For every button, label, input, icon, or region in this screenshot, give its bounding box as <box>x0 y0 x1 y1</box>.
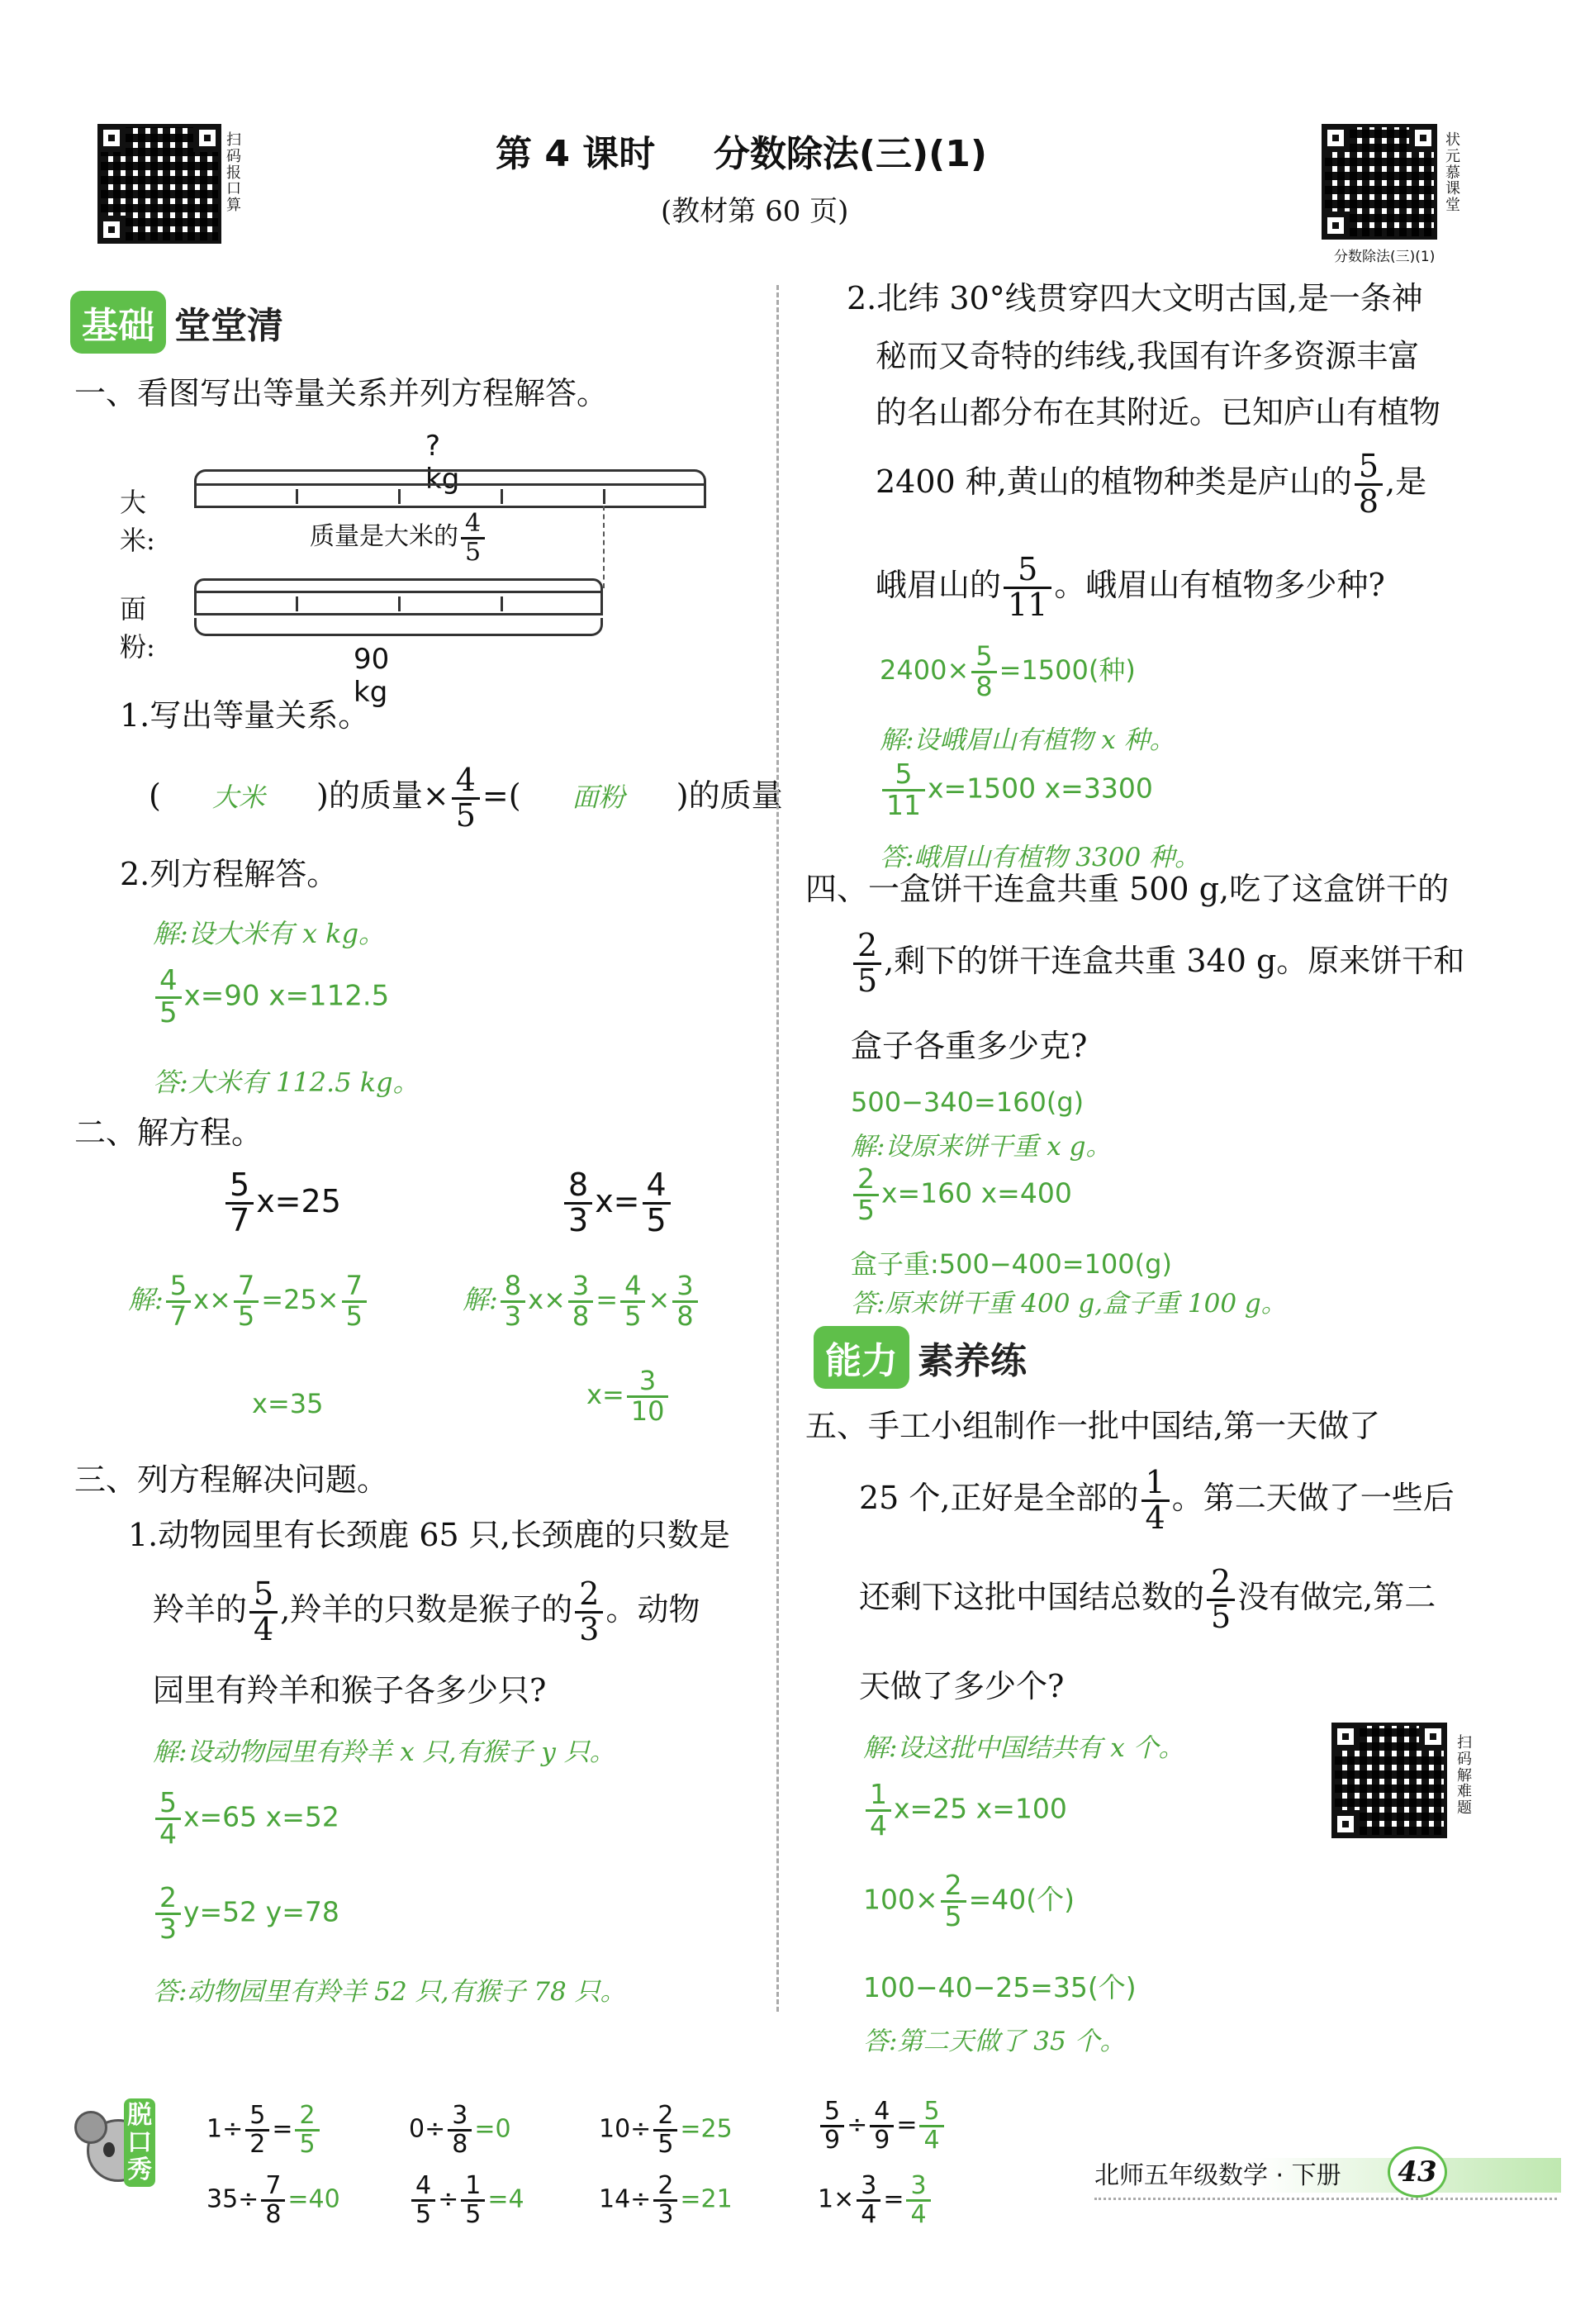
question-3-2-line5: 峨眉山的 $\frac{5}{11}$ 。峨眉山有植物多少种? <box>876 551 1385 623</box>
answer-q3-2-line1: 2400× $\frac{5}{8}$ =1500(种) <box>880 640 1136 702</box>
question-3-2-line3: 的名山都分布在其附近。已知庐山有植物 <box>876 394 1441 430</box>
rice-bar <box>194 483 706 508</box>
qr-code-left[interactable] <box>97 124 221 244</box>
lesson-subtitle: (教材第 60 页) <box>661 195 849 228</box>
answer-q3-1-line3: $\frac{2}{3}$ y=52 y=78 <box>153 1884 339 1943</box>
flour-label: 面粉: <box>120 593 155 663</box>
answer-q3-2-line4: 答:峨眉山有植物 3300 种。 <box>880 843 1201 872</box>
answer-q5-line3: 100× $\frac{2}{5}$ =40(个) <box>863 1869 1075 1932</box>
equation-2: $\frac{8}{3}$ x= $\frac{4}{5}$ <box>562 1169 673 1238</box>
qr-left-caption: 扫码报口算 <box>226 131 241 215</box>
qr-right-subcaption: 分数除法(三)(1) <box>1334 249 1436 265</box>
diagram-top-label: ? kg <box>425 430 460 496</box>
section-ability-title: 素养练 <box>918 1340 1027 1382</box>
answer-q1-line2: $\frac{4}{5}$ x=90 x=112.5 <box>153 967 389 1028</box>
footer-dotted-line <box>1094 2198 1557 2200</box>
question-4-line2: $\frac{2}{5}$ ,剩下的饼干连盒共重 340 g。原来饼干和 <box>851 929 1464 998</box>
question-5-line4: 天做了多少个? <box>859 1668 1065 1704</box>
oral-item-5: 10÷ $\frac{2}{5}$ =25 <box>599 2101 733 2159</box>
answer-q4-line5: 答:原来饼干重 400 g,盒子重 100 g。 <box>851 1289 1287 1319</box>
question-5-line2: 25 个,正好是全部的 $\frac{1}{4}$ 。第二天做了一些后 <box>859 1464 1455 1536</box>
qr-code-right[interactable] <box>1322 124 1437 240</box>
question-5-line1: 五、手工小组制作一批中国结,第一天做了 <box>805 1408 1381 1444</box>
rice-label: 大米: <box>120 487 155 556</box>
oral-item-1: 1÷ $\frac{5}{2}$ = $\frac{2}{5}$ <box>206 2103 322 2157</box>
sub-question-2: 2.列方程解答。 <box>120 856 339 892</box>
equation-1: $\frac{5}{7}$ x=25 <box>223 1169 341 1238</box>
answer-q1-line3: 答:大米有 112.5 kg。 <box>153 1067 420 1098</box>
lesson-name: 分数除法(三)(1) <box>713 133 987 175</box>
answer-q3-2-line2: 解:设峨眉山有植物 x 种。 <box>880 725 1175 755</box>
flour-bottom-brace <box>194 618 603 636</box>
question-3-1-line1: 1.动物园里有长颈鹿 65 只,长颈鹿的只数是 <box>128 1517 730 1553</box>
question-3-title: 三、列方程解决问题。 <box>74 1461 389 1498</box>
answer-q4-line3: $\frac{2}{5}$ x=160 x=400 <box>851 1165 1072 1224</box>
section-ability-banner <box>814 1326 1027 1389</box>
column-divider <box>776 285 779 2012</box>
section-basic-badge: 基础 <box>70 291 166 354</box>
section-basic-banner <box>70 291 283 354</box>
answer-q3-2-line3: $\frac{5}{11}$ x=1500 x=3300 <box>880 760 1153 820</box>
qr-right-caption: 状元慕课堂 <box>1445 131 1460 215</box>
answer-q5-line5: 答:第二天做了 35 个。 <box>863 2027 1126 2056</box>
question-3-2-line4: 2400 种,黄山的植物种类是庐山的 $\frac{5}{8}$ ,是 <box>876 448 1427 520</box>
answer-q5-line4: 100−40−25=35(个) <box>863 1971 1137 2003</box>
answer-q1-line1: 解:设大米有 x kg。 <box>153 918 386 949</box>
lesson-number: 第 4 课时 <box>496 133 656 175</box>
question-3-2-line1: 2.北纬 30°线贯穿四大文明古国,是一条神 <box>847 280 1423 316</box>
diagram-mid-text: 质量是大米的 $\frac{4}{5}$ <box>310 511 487 565</box>
equation-2-answer: x= $\frac{3}{10}$ <box>586 1367 671 1425</box>
equation-1-answer: x=35 <box>252 1388 324 1419</box>
diagram-mid-label: 质量是大米的 <box>310 522 458 551</box>
oral-item-3: 0÷ $\frac{3}{8}$ =0 <box>409 2101 511 2159</box>
relation-answer-1: 大米 <box>211 781 265 813</box>
answer-q3-1-line4: 答:动物园里有羚羊 52 只,有猴子 78 只。 <box>153 1977 626 2007</box>
qr-code-hard-question[interactable] <box>1331 1723 1447 1838</box>
mascot-label: 脱口秀 <box>124 2098 155 2187</box>
lesson-title <box>496 124 987 177</box>
answer-q3-1-line1: 解:设动物园里有羚羊 x 只,有猴子 y 只。 <box>153 1737 615 1767</box>
question-1-title: 一、看图写出等量关系并列方程解答。 <box>74 375 609 411</box>
oral-item-6: 14÷ $\frac{2}{3}$ =21 <box>599 2171 733 2229</box>
oral-item-2: 35÷ $\frac{7}{8}$ =40 <box>206 2171 340 2229</box>
question-4-line3: 盒子各重多少克? <box>851 1028 1088 1064</box>
oral-item-7: $\frac{5}{9}$ ÷ $\frac{4}{9}$ = $\frac{5}{4}$ <box>818 2098 947 2153</box>
question-4-line1: 四、一盒饼干连盒共重 500 g,吃了这盒饼干的 <box>805 871 1450 907</box>
diagram-bottom-label: 90 kg <box>354 643 390 709</box>
question-3-1-line2: 羚羊的 $\frac{5}{4}$ ,羚羊的只数是猴子的 $\frac{2}{3}$ 。动物 <box>153 1575 700 1647</box>
answer-q4-line2: 解:设原来饼干重 x g。 <box>851 1132 1112 1162</box>
equation-1-solution: 解: $\frac{5}{7}$ x× $\frac{7}{5}$ =25× $\frac{7}{5}$ <box>128 1272 369 1330</box>
sub-question-1: 1.写出等量关系。 <box>120 697 370 734</box>
footer-page-number: 43 <box>1388 2146 1447 2198</box>
answer-q5-line2: $\frac{1}{4}$ x=25 x=100 <box>863 1780 1067 1840</box>
oral-item-4: $\frac{4}{5}$ ÷ $\frac{1}{5}$ =4 <box>409 2173 524 2227</box>
footer-book-title: 北师五年级数学 · 下册 <box>1094 2161 1341 2190</box>
section-basic-title: 堂堂清 <box>174 305 283 347</box>
diagram-dash-line <box>603 506 605 588</box>
qr-hard-caption: 扫码解难题 <box>1457 1734 1472 1818</box>
answer-q3-1-line2: $\frac{5}{4}$ x=65 x=52 <box>153 1789 339 1848</box>
answer-q4-line1: 500−340=160(g) <box>851 1086 1085 1118</box>
answer-q5-line1: 解:设这批中国结共有 x 个。 <box>863 1733 1184 1763</box>
question-5-line3: 还剩下这批中国结总数的 $\frac{2}{5}$ 没有做完,第二 <box>859 1563 1436 1635</box>
section-ability-badge: 能力 <box>814 1326 909 1389</box>
answer-q4-line4: 盒子重:500−400=100(g) <box>851 1248 1172 1280</box>
oral-item-8: 1× $\frac{3}{4}$ = $\frac{3}{4}$ <box>818 2173 933 2227</box>
relation-answer-2: 面粉 <box>572 781 625 813</box>
relation-line: ( 大米 )的质量× $\frac{4}{5}$ =( 面粉 )的质量 <box>149 762 783 834</box>
equation-2-solution: 解: $\frac{8}{3}$ x× $\frac{3}{8}$ = $\frac{4}{5}$ × $\frac{3}{8}$ <box>463 1272 700 1330</box>
question-3-2-line2: 秘而又奇特的纬线,我国有许多资源丰富 <box>876 338 1420 374</box>
question-2-title: 二、解方程。 <box>74 1114 263 1151</box>
question-3-1-line3: 园里有羚羊和猴子各多少只? <box>153 1672 547 1709</box>
